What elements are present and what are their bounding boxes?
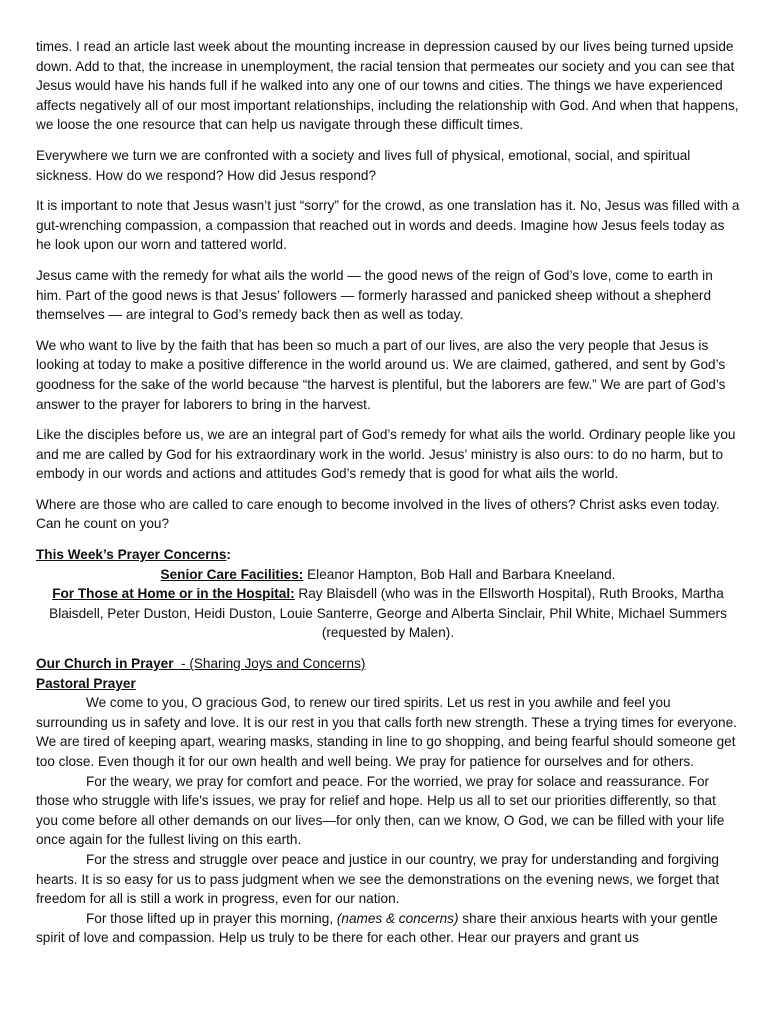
church-in-prayer-heading [36, 654, 740, 674]
body-paragraph-3: It is important to note that Jesus wasn’t just “sorry” for the crowd, as one translation has it. No, Jesus was filled with a gut-wrenching compassion, a compassion that reached out in words and deeds. Imagine how Jesus feels today as he look upon our worn and tattered world. [36, 198, 740, 253]
body-paragraph-4: Jesus came with the remedy for what ails the world — the good news of the reign of God’s love, come to earth in him. Part of the good news is that Jesus’ followers — formerly harassed and panicked sheep without a shepherd themselves — are integral to God’s remedy back then as well as today. [36, 267, 713, 323]
home-hospital-names: Ray Blaisdell (who was in the Ellsworth Hospital), Ruth Brooks, Martha Blaisdell, Peter Duston, Heidi Duston, Louie Santerre, George and Alberta Sinclair, Phil White, Michael Summers (requested by Malen). [49, 586, 727, 641]
body-paragraph-5: We who want to live by the faith that has been so much a part of our lives, are also the very people that Jesus is looking at today to make a positive difference in the world around us. We are claimed, gathered, and sent by God’s goodness for the sake of the world because “the harvest is plentiful, but the laborers are few.” We are part of God’s answer to the prayer for laborers to bring in the harvest. [36, 337, 726, 412]
pastoral-prayer-p4-start: For those lifted up in prayer this morning, [86, 910, 337, 926]
pastoral-prayer-p4-end: share their anxious hearts with your gentle spirit of love and compassion. Help us truly to be there for each other. Hear our prayers and grant us [36, 910, 718, 946]
pastoral-prayer-paragraph-2: For the weary, we pray for comfort and peace. For the worried, we pray for solace and reassurance. For those who struggle with life's issues, we pray for relief and hope. Help us all to set our priorities differently, so that you come before all other demands on our lives—for only then, can we know, O God, we can be filled with your life once again for the fullest living on this earth. [36, 773, 725, 848]
prayer-concerns-heading-line [36, 545, 740, 565]
senior-care-label: Senior Care Facilities: [160, 566, 304, 582]
pastoral-prayer-paragraph-4 [36, 909, 740, 948]
body-paragraph-7: Where are those who are called to care enough to become involved in the lives of others? Christ asks even today. Can he count on you? [36, 496, 720, 532]
pastoral-prayer-heading: Pastoral Prayer [36, 675, 136, 691]
pastoral-prayer-paragraph-3: For the stress and struggle over peace and justice in our country, we pray for understanding and forgiving hearts. It is so easy for us to pass judgment when we see the demonstrations on the evening news, we forget that freedom for all is still a work in progress, even for our nation. [36, 851, 720, 907]
home-hospital-label: For Those at Home or in the Hospital: [52, 586, 295, 602]
body-paragraph-6: Like the disciples before us, we are an integral part of God’s remedy for what ails the world. Ordinary people like you and me are called by God for his extraordinary work in the world. Jesus’ ministry is also ours: to do no harm, but to embody in our words and actions and attitudes God’s remedy that is good for what ails the world. [36, 427, 736, 482]
pastoral-prayer-paragraph-1: We come to you, O gracious God, to renew our tired spirits. Let us rest in you awhile and feel you surrounding us in safety and love. It is our rest in you that calls forth new strength. These a trying times for everyone. We are tired of keeping apart, wearing masks, standing in line to go shopping, and being fearful should someone get too close. Even though it for our own health and well being. We pray for patience for ourselves and for others. [36, 695, 737, 769]
prayer-concerns-colon: : [226, 547, 231, 563]
body-paragraph-2: Everywhere we turn we are confronted with a society and lives full of physical, emotional, social, and spiritual sickness. How do we respond? How did Jesus respond? [36, 147, 691, 183]
prayer-concerns-heading: This Week’s Prayer Concerns [36, 547, 227, 563]
senior-care-line [36, 565, 740, 585]
church-in-prayer-title: Our Church in Prayer [36, 656, 174, 672]
home-hospital-line [36, 584, 740, 643]
church-in-prayer-subtitle: - (Sharing Joys and Concerns) [173, 656, 366, 672]
body-paragraph-1: times. I read an article last week about the mounting increase in depression caused by our lives being turned upside down. Add to that, the increase in unemployment, the racial tension that permeates our society and you can see that Jesus would have his hands full if he walked into any one of our towns and cities. The things we have experienced affects negatively all of our most important relationships, including the relationship with God. And when that happens, we loose the one resource that can help us navigate through these difficult times. [36, 39, 739, 133]
senior-care-names: Eleanor Hampton, Bob Hall and Barbara Kneeland. [303, 566, 616, 582]
names-and-concerns-placeholder: (names & concerns) [336, 910, 459, 926]
prayer-concerns-section [36, 545, 740, 643]
